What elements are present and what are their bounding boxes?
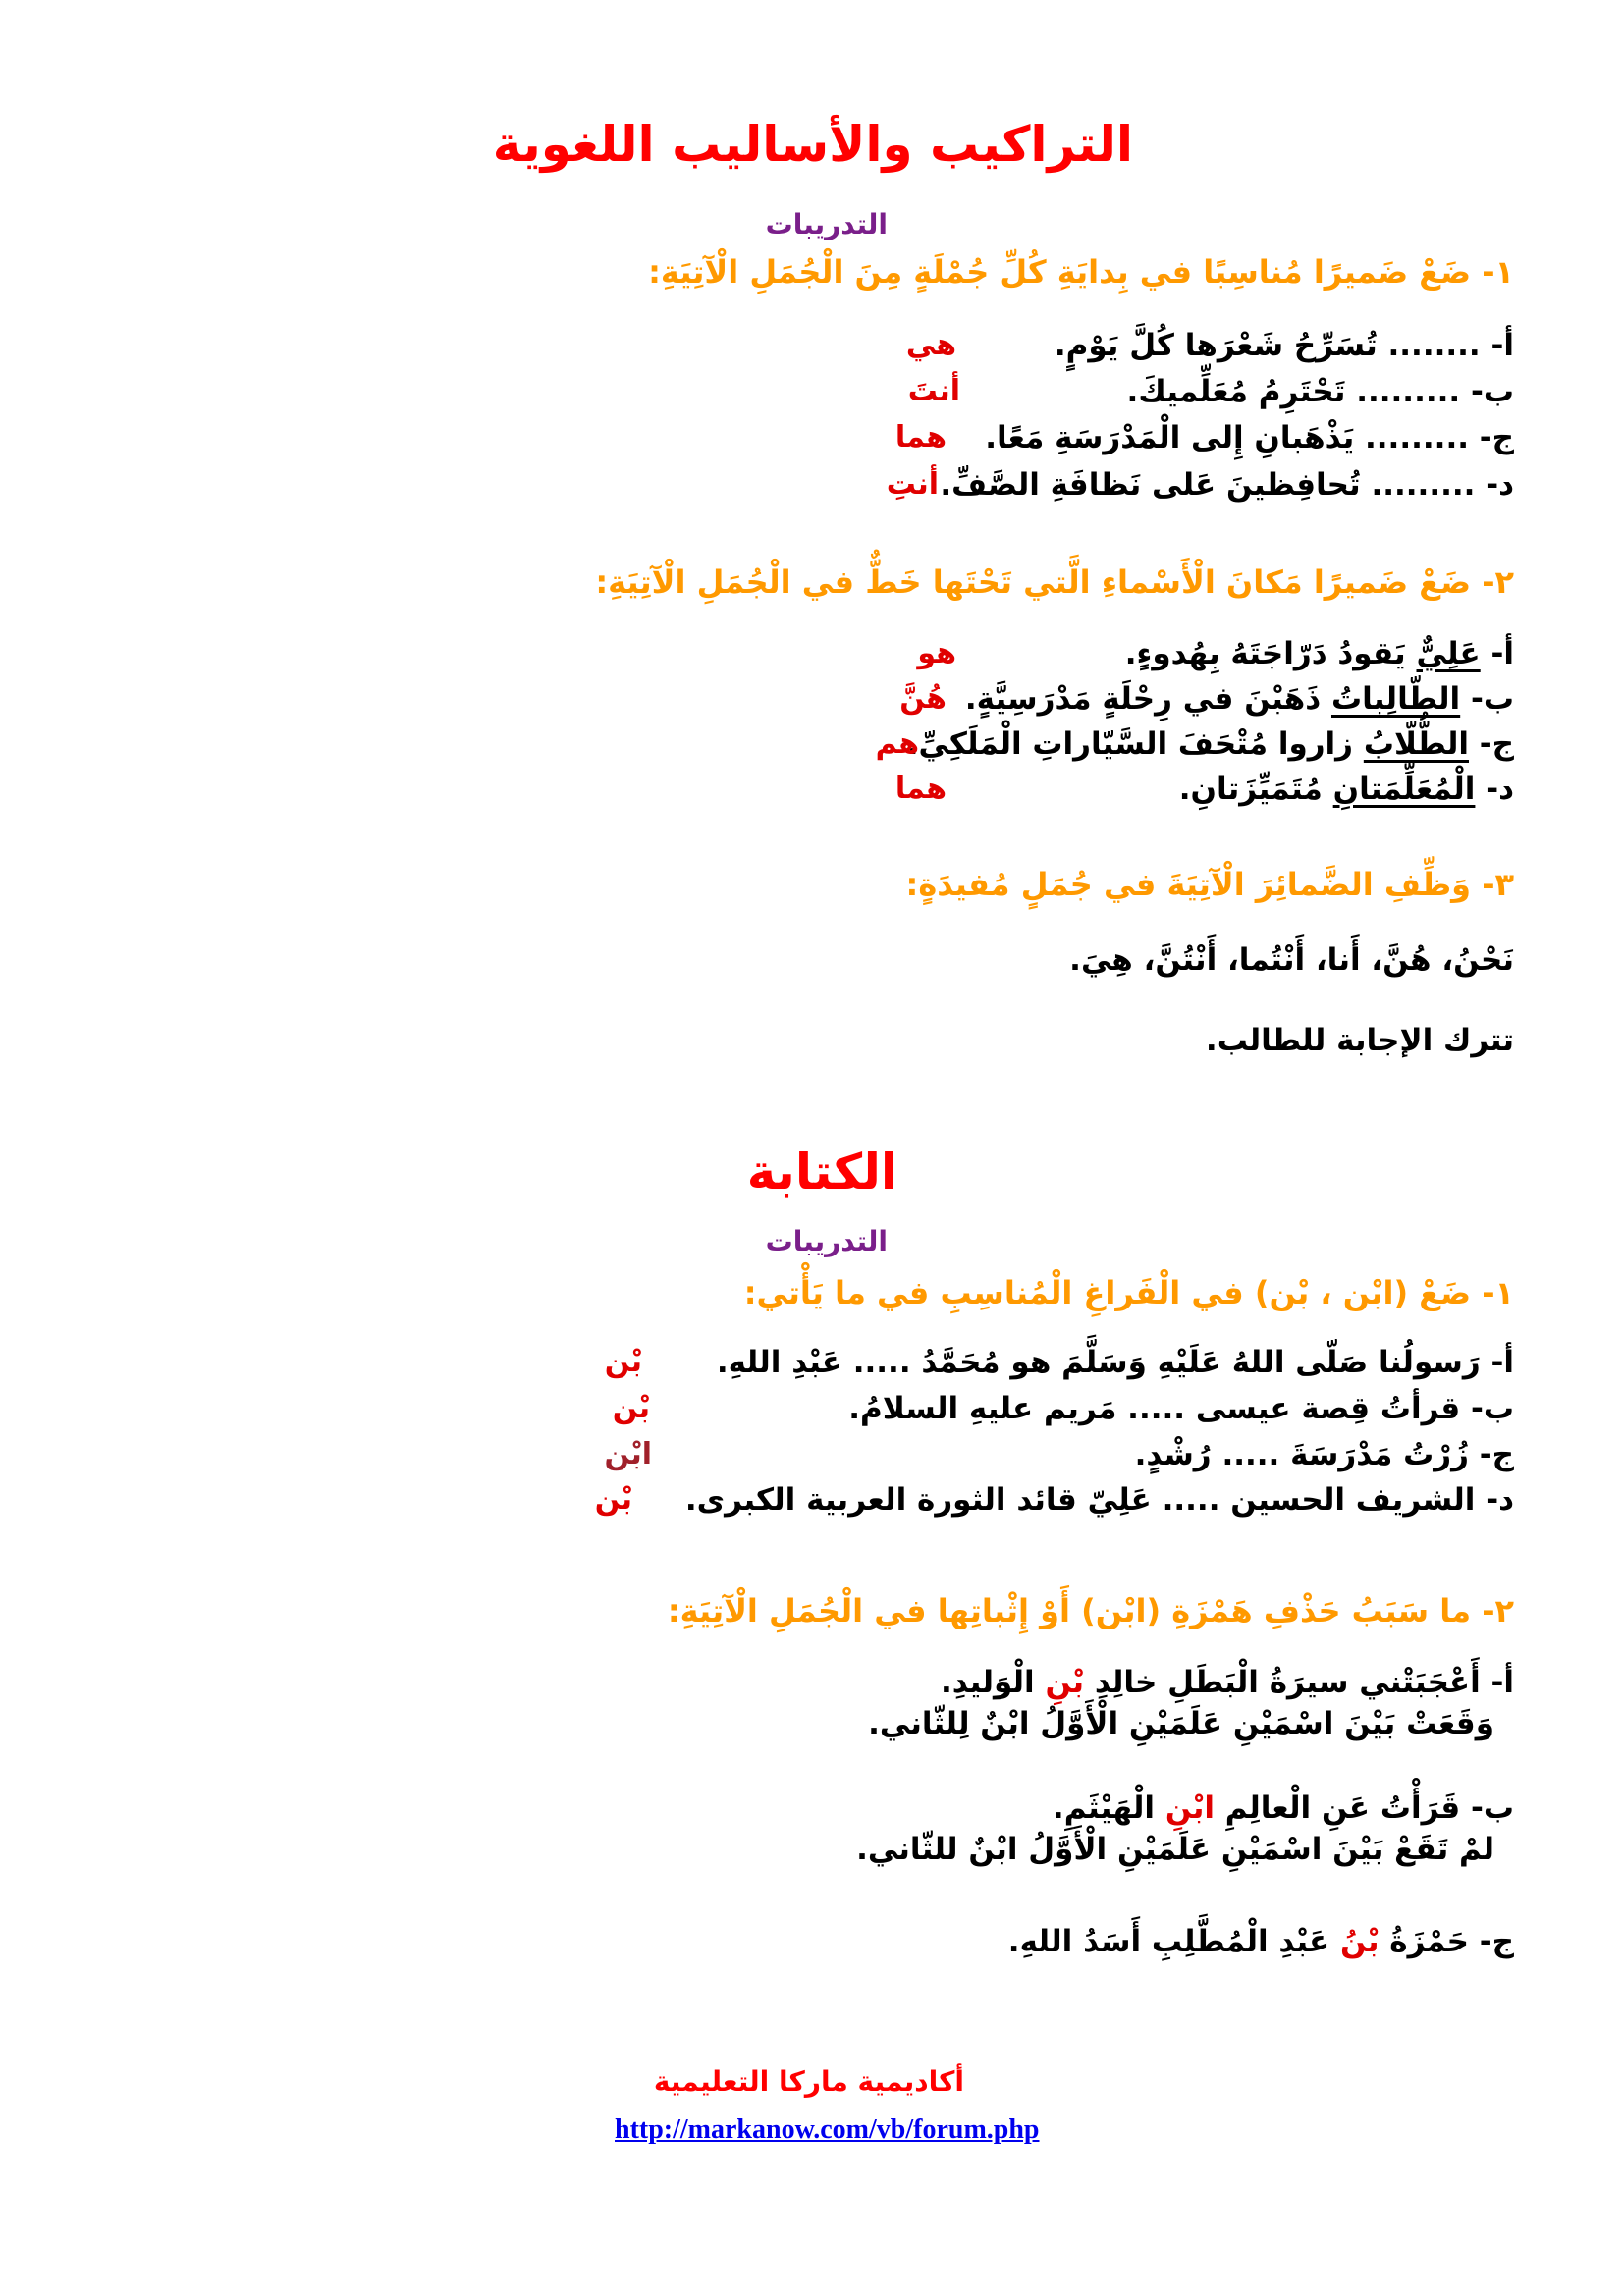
s1-q2-answer-b: هُنَّ bbox=[899, 681, 947, 716]
s2-q2-item-b: ب- قَرَأْتُ عَنِ الْعالِمِ ابْنِ الْهَيْثَمِ. bbox=[1052, 1790, 1514, 1826]
s2-q1-item-d: د- الشريف الحسين ..... عَلِيّ قائد الثورة العربية الكبرى. bbox=[684, 1482, 1514, 1518]
s1-q2-item-a: أ- عَلِيٌّ يَقودُ دَرّاجَتَهُ بِهُدوءٍ. bbox=[1124, 636, 1514, 671]
s2-q1-item-b: ب- قرأتُ قِصة عيسى ..... مَريم عليهِ السلامُ. bbox=[848, 1391, 1514, 1426]
s1-q2-underlined-d: الْمُعَلِّمَتانِ bbox=[1332, 772, 1476, 807]
s1-q2-underlined-c: الطُّلّابُ bbox=[1363, 726, 1469, 762]
s1-q3-note: تترك الإجابة للطالب. bbox=[1205, 1023, 1514, 1058]
s1-q1-answer-c: هما bbox=[894, 420, 947, 454]
s1-q2-answer-d: هما bbox=[894, 772, 947, 806]
s1-q2-item-d: د- الْمُعَلِّمَتانِ مُتَمَيِّزَتانِ. bbox=[1178, 772, 1514, 807]
s2-q2-heading: ٢- ما سَبَبُ حَذْفِ هَمْزَةِ (ابْن) أَوْ إِثْباتِها في الْجُمَلِ الْآتِيَةِ: bbox=[667, 1592, 1514, 1629]
s1-q1-item-d: د- ......... تُحافِظينَ عَلى نَظافَةِ الصَّفِّ. bbox=[940, 467, 1514, 503]
s1-q1-item-a: أ- ........ تُسَرِّحُ شَعْرَها كُلَّ يَوْمٍ. bbox=[1054, 328, 1514, 363]
s2-q2-word-b: ابْنِ bbox=[1164, 1790, 1216, 1826]
s2-q2-item-a: أ- أَعْجَبَتْني سيرَةُ الْبَطَلِ خالِدِ بْنِ الْوَليدِ. bbox=[941, 1665, 1514, 1700]
s1-q1-heading: ١- ضَعْ ضَميرًا مُناسِبًا في بِدايَةِ كُلِّ جُمْلَةٍ مِنَ الْجُمَلِ الْآتِيَةِ: bbox=[648, 253, 1514, 291]
s2-q1-answer-a: بْن bbox=[604, 1345, 642, 1379]
section2-subtitle: التدريبات bbox=[765, 1225, 888, 1257]
s2-q2-item-c: ج- حَمْزَةُ بْنُ عَبْدِ الْمُطَّلِبِ أَسَدُ اللهِ. bbox=[1007, 1924, 1514, 1959]
footer-academy: أكاديمية ماركا التعليمية bbox=[653, 2065, 964, 2098]
s1-q2-item-c: ج- الطُّلّابُ زاروا مُتْحَفَ السَّيّاراتِ الْمَلَكِيِّ. bbox=[906, 726, 1514, 762]
s1-q2-underlined-b: الطّالِباتُ bbox=[1330, 681, 1461, 717]
section1-subtitle: التدريبات bbox=[765, 208, 888, 240]
s2-q1-answer-d: بْن bbox=[594, 1482, 632, 1517]
s1-q2-item-b: ب- الطّالِباتُ ذَهَبْنَ في رِحْلَةٍ مَدْرَسِيَّةٍ. bbox=[964, 681, 1514, 717]
s1-q2-underlined-a: عَلِيٌّ bbox=[1416, 636, 1481, 671]
s1-q1-item-b: ب- ......... تَحْتَرِمُ مُعَلِّميكَ. bbox=[1126, 374, 1514, 409]
s2-q2-reason-b: لمْ تَقَعْ بَيْنَ اسْمَيْنِ عَلَمَيْنِ الْأَوَّلُ ابْنٌ للثّاني. bbox=[856, 1832, 1494, 1867]
s2-q1-heading: ١- ضَعْ (ابْن ، بْن) في الْفَراغِ الْمُناسِبِ في ما يَأْتي: bbox=[743, 1274, 1514, 1311]
s1-q2-answer-c: هم bbox=[875, 726, 919, 761]
s1-q1-answer-d: أنتِ bbox=[886, 467, 939, 502]
s2-q1-answer-b: بْن bbox=[612, 1391, 650, 1425]
s2-q1-answer-c: ابْن bbox=[604, 1437, 652, 1471]
s2-q2-word-c: بْنُ bbox=[1339, 1924, 1380, 1959]
s2-q1-item-a: أ- رَسولُنا صَلّى اللهُ عَلَيْهِ وَسَلَّمَ هو مُحَمَّدُ ..... عَبْدِ اللهِ. bbox=[716, 1345, 1514, 1380]
s1-q2-heading: ٢- ضَعْ ضَميرًا مَكانَ الْأَسْماءِ الَّتي تَحْتَها خَطٌّ في الْجُمَلِ الْآتِيَةِ: bbox=[595, 563, 1514, 601]
s1-q1-answer-b: أنتَ bbox=[907, 374, 960, 408]
section2-title: الكتابة bbox=[746, 1144, 897, 1201]
s2-q1-item-c: ج- زُرْتُ مَدْرَسَةَ ..... رُشْدٍ. bbox=[1134, 1437, 1514, 1472]
section1-title: التراكيب والأساليب اللغوية bbox=[492, 116, 1133, 173]
s2-q2-reason-a: وَقَعَتْ بَيْنَ اسْمَيْنِ عَلَمَيْنِ الْأَوَّلُ ابْنٌ لِلثّاني. bbox=[868, 1706, 1494, 1741]
s1-q3-heading: ٣- وَظِّفِ الضَّمائِرَ الْآتِيَةَ في جُمَلٍ مُفيدَةٍ: bbox=[905, 866, 1514, 903]
s2-q2-word-a: بْنِ bbox=[1045, 1665, 1085, 1700]
footer-link[interactable]: http://markanow.com/vb/forum.php bbox=[615, 2114, 1040, 2145]
s1-q2-answer-a: هو bbox=[917, 636, 956, 670]
s1-q3-pronouns: نَحْنُ، هُنَّ، أَنا، أَنْتُما، أَنْتُنَّ، هِيَ. bbox=[1069, 942, 1514, 978]
s1-q1-item-c: ج- ......... يَذْهَبانِ إِلى الْمَدْرَسَةِ مَعًا. bbox=[985, 420, 1514, 455]
s1-q1-answer-a: هي bbox=[905, 328, 956, 362]
